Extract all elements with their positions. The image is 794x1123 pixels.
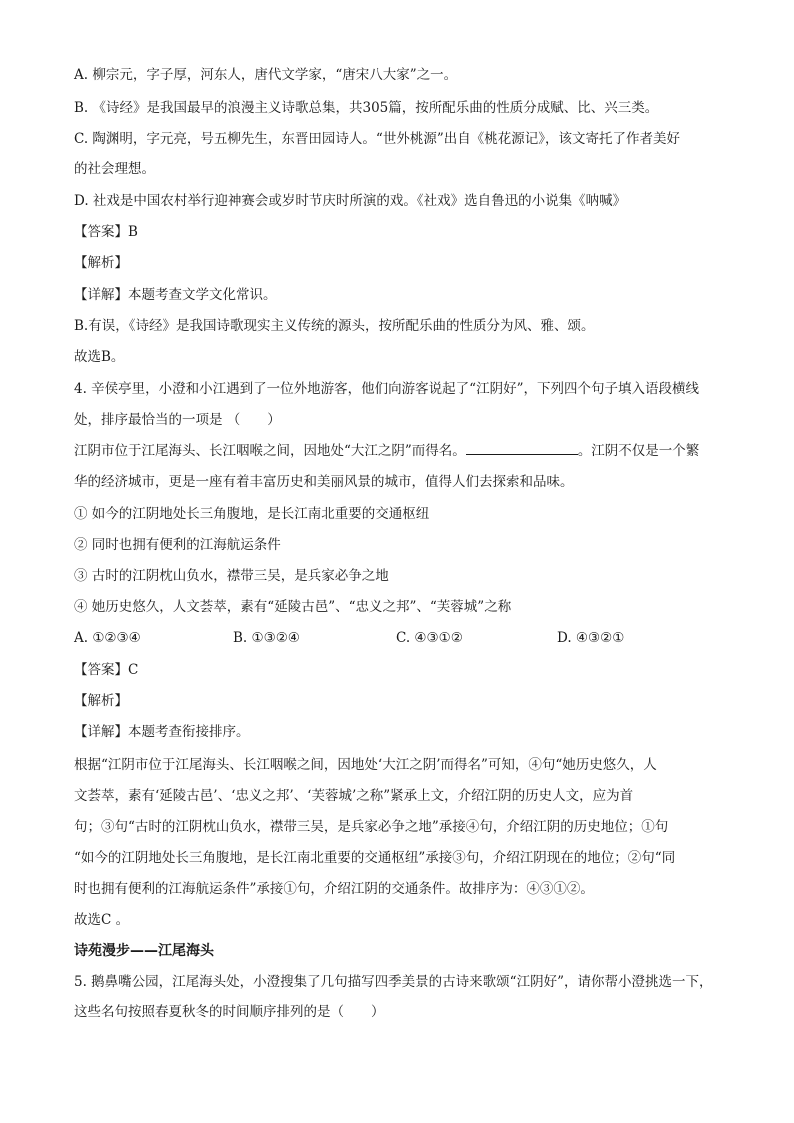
detail-label: 【详解】 — [74, 287, 128, 303]
q4-detail-line5: 时也拥有便利的江海航运条件”承接①句，介绍江阴的交通条件。故排序为：④③①②。 — [74, 881, 594, 897]
q3-analysis-label: 【解析】 — [74, 255, 128, 271]
q4-analysis-label: 【解析】 — [74, 693, 128, 709]
q4-option-a: A. ①②③④ — [74, 630, 141, 646]
q3-detail-line2: B.有误，《诗经》是我国诗歌现实主义传统的源头，按所配乐曲的性质分为风、雅、颂。 — [74, 318, 595, 334]
q4-detail-line2: 文荟萃，素有‘延陵古邑’、‘忠义之邦’、‘芙蓉城’之称”紧承上文，介绍江阴的历史人文，应为首 — [74, 788, 634, 804]
q4-sentence-2: ② 同时也拥有便利的江海航运条件 — [74, 537, 281, 553]
q3-option-b: B. 《诗经》是我国最早的浪漫主义诗歌总集，共305篇，按所配乐曲的性质分成赋、比、兴三类。 — [74, 100, 659, 116]
q4-answer — [74, 661, 138, 679]
answer-value: C — [128, 662, 139, 678]
q4-sentence-1: ① 如今的江阴地处长三角腹地，是长江南北重要的交通枢纽 — [74, 506, 430, 522]
q3-option-c-line2: 的社会理想。 — [74, 161, 155, 177]
q4-passage-line1: 江阴市位于江尾海头、长江咽喉之间，因地处“大江之阴”而得名。 。江阴不仅是一个繁 — [74, 443, 700, 459]
section-title: 诗苑漫步——江尾海头 — [74, 943, 214, 959]
q3-detail: 【详解】本题考查文学文化常识。 — [74, 287, 277, 303]
q4-detail-line1: 根据“江阴市位于江尾海头、长江咽喉之间，因地处‘大江之阴’而得名”可知，④句“她历史悠久，人 — [74, 757, 657, 773]
q3-conclusion: 故选B。 — [74, 349, 125, 365]
q4-conclusion: 故选C 。 — [74, 912, 130, 928]
fill-blank — [466, 442, 578, 455]
q4-passage-line2: 华的经济城市，更是一座有着丰富历史和美丽风景的城市，值得人们去探索和品味。 — [74, 474, 574, 490]
q4-sentence-4: ④ 她历史悠久，人文荟萃，素有“延陵古邑”、“忠义之邦”、“芙蓉城”之称 — [74, 599, 512, 615]
q4-option-d: D. ④③②① — [557, 630, 625, 646]
q4-detail-line4: “如今的江阴地处长三角腹地，是长江南北重要的交通枢纽”承接③句，介绍江阴现在的地位；②句“同 — [74, 850, 676, 866]
q4-stem-line2: 处，排序最恰当的一项是 （ ） — [74, 412, 281, 428]
q3-option-d: D. 社戏是中国农村举行迎神赛会或岁时节庆时所演的戏。《社戏》选自鲁迅的小说集《呐喊》 — [74, 193, 627, 209]
detail-label: 【详解】 — [74, 724, 128, 740]
answer-label: 【答案】 — [74, 224, 128, 240]
q3-answer — [74, 223, 138, 241]
q4-detail-line3: 句；③句“古时的江阴枕山负水，襟带三吴，是兵家必争之地”承接④句，介绍江阴的历史地位；①句 — [74, 819, 669, 835]
q5-stem-line1: 5. 鹅鼻嘴公园，江尾海头处，小澄搜集了几句描写四季美景的古诗来歌颂“江阴好”，请你帮小澄挑选一下， — [74, 974, 713, 990]
q4-option-c: C. ④③①② — [396, 630, 463, 646]
answer-label: 【答案】 — [74, 662, 128, 678]
q5-stem-line2: 这些名句按照春夏秋冬的时间顺序排列的是（ ） — [74, 1004, 385, 1020]
answer-value: B — [128, 224, 138, 240]
q3-option-c-line1: C. 陶渊明，字元亮，号五柳先生，东晋田园诗人。“世外桃源”出自《桃花源记》，该文寄托了作者美好 — [74, 131, 680, 147]
q4-sentence-3: ③ 古时的江阴枕山负水，襟带三吴，是兵家必争之地 — [74, 568, 389, 584]
q4-option-b: B. ①③②④ — [233, 630, 300, 646]
q4-detail: 【详解】本题考查衔接排序。 — [74, 724, 250, 740]
q3-option-a: A. 柳宗元，字子厚，河东人，唐代文学家，“唐宋八大家”之一。 — [74, 67, 458, 83]
q4-stem-line1: 4. 辛侯亭里，小澄和小江遇到了一位外地游客，他们向游客说起了“江阴好”，下列四个句子填入语段横线 — [74, 381, 699, 397]
